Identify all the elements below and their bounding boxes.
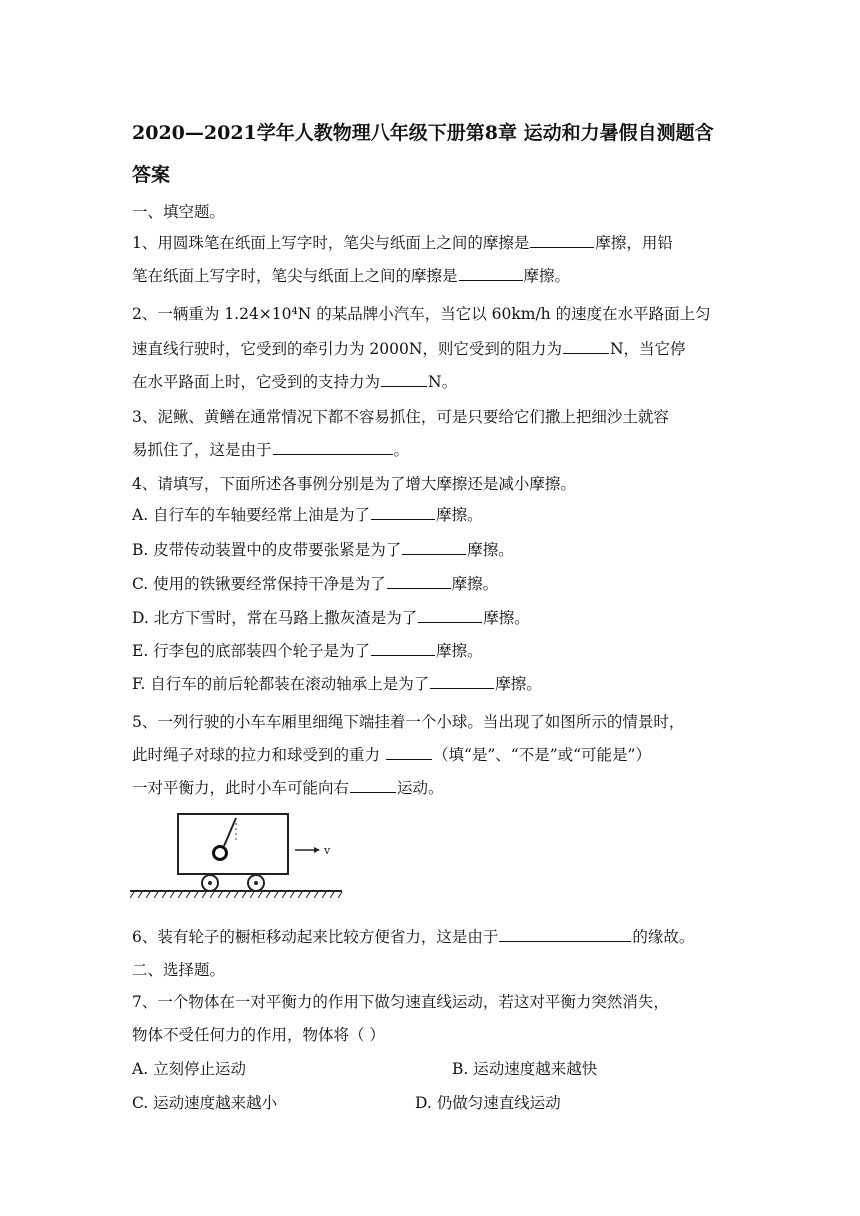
answer-blank[interactable] bbox=[418, 608, 482, 623]
question-4-option-f: F. 自行车的前后轮都装在滚动轴承上是为了 摩擦。 bbox=[132, 675, 542, 693]
section-heading-fill: 一、填空题。 bbox=[132, 203, 226, 221]
answer-blank[interactable] bbox=[499, 927, 631, 942]
question-2-line2: 速直线行驶时，它受到的牵引力为 2000N，则它受到的阻力为 N，当它停 bbox=[132, 340, 686, 358]
question-4-option-e: E. 行李包的底部装四个轮子是为了 摩擦。 bbox=[132, 642, 483, 660]
answer-blank[interactable] bbox=[273, 440, 393, 455]
question-4-option-b: B. 皮带传动装置中的皮带要张紧是为了 摩擦。 bbox=[132, 541, 514, 559]
answer-blank[interactable] bbox=[387, 574, 451, 589]
question-7-option-b[interactable]: B. 运动速度越来越快 bbox=[452, 1060, 598, 1078]
answer-blank[interactable] bbox=[371, 505, 435, 520]
question-4-option-c: C. 使用的铁锹要经常保持干净是为了 摩擦。 bbox=[132, 575, 499, 593]
answer-blank[interactable] bbox=[381, 372, 427, 387]
question-7-option-d[interactable]: D. 仍做匀速直线运动 bbox=[415, 1094, 561, 1112]
question-2-line1: 2、一辆重为 1.24×10⁴N 的某品牌小汽车，当它以 60km/h 的速度在水平路面上匀 bbox=[132, 305, 711, 323]
doc-title-line1: 2020—2021学年人教物理八年级下册第8章 运动和力暑假自测题含 bbox=[132, 122, 714, 144]
section-heading-choice: 二、选择题。 bbox=[132, 961, 226, 979]
question-3-line1: 3、泥鳅、黄鳝在通常情况下都不容易抓住，可是只要给它们撒上把细沙土就容 bbox=[132, 408, 669, 426]
answer-blank[interactable] bbox=[563, 339, 609, 354]
question-3-line2: 易抓住了，这是由于 。 bbox=[132, 441, 410, 459]
question-6-line1: 6、装有轮子的橱柜移动起来比较方便省力，这是由于 的缘故。 bbox=[132, 928, 695, 946]
wheel-right-hub bbox=[254, 881, 258, 885]
doc-title-line2: 答案 bbox=[132, 164, 171, 186]
answer-blank[interactable] bbox=[386, 745, 432, 760]
velocity-label: v bbox=[324, 844, 331, 857]
question-7-line1: 7、一个物体在一对平衡力的作用下做匀速直线运动，若这对平衡力突然消失， bbox=[132, 993, 669, 1011]
question-7-option-c[interactable]: C. 运动速度越来越小 bbox=[132, 1094, 278, 1112]
question-7-option-a[interactable]: A. 立刻停止运动 bbox=[132, 1060, 247, 1078]
question-5-line1: 5、一列行驶的小车车厢里细绳下端挂着一个小球。当出现了如图所示的情景时， bbox=[132, 713, 685, 731]
answer-blank[interactable] bbox=[350, 778, 396, 793]
question-4-option-a: A. 自行车的车轴要经常上油是为了 摩擦。 bbox=[132, 506, 483, 524]
answer-blank[interactable] bbox=[430, 674, 494, 689]
question-2-line3: 在水平路面上时，它受到的支持力为 N。 bbox=[132, 373, 458, 391]
answer-blank[interactable] bbox=[402, 540, 466, 555]
question-4-stem: 4、请填写，下面所述各事例分别是为了增大摩擦还是减小摩擦。 bbox=[132, 475, 576, 493]
answer-blank[interactable] bbox=[530, 233, 594, 248]
question-1-line2: 笔在纸面上写字时，笔尖与纸面上之间的摩擦是 摩擦。 bbox=[132, 267, 571, 285]
question-4-option-d: D. 北方下雪时，常在马路上撒灰渣是为了 摩擦。 bbox=[132, 609, 530, 627]
string bbox=[224, 818, 236, 846]
answer-blank[interactable] bbox=[371, 641, 435, 656]
question-1-line1: 1、用圆珠笔在纸面上写字时，笔尖与纸面上之间的摩擦是 摩擦，用铅 bbox=[132, 234, 673, 252]
question-7-line2: 物体不受任何力的作用，物体将（ ） bbox=[132, 1026, 385, 1044]
question-5-line3: 一对平衡力，此时小车可能向右 运动。 bbox=[132, 779, 444, 797]
question-5-line2: 此时绳子对球的拉力和球受到的重力 （填“是”、“不是”或“可能是”） bbox=[132, 746, 651, 764]
ball bbox=[214, 847, 227, 860]
ground-hatching bbox=[130, 892, 342, 898]
answer-blank[interactable] bbox=[459, 266, 523, 281]
wheel-left-hub bbox=[208, 881, 212, 885]
cart-pendulum-figure bbox=[130, 808, 345, 898]
velocity-arrowhead bbox=[314, 847, 320, 853]
